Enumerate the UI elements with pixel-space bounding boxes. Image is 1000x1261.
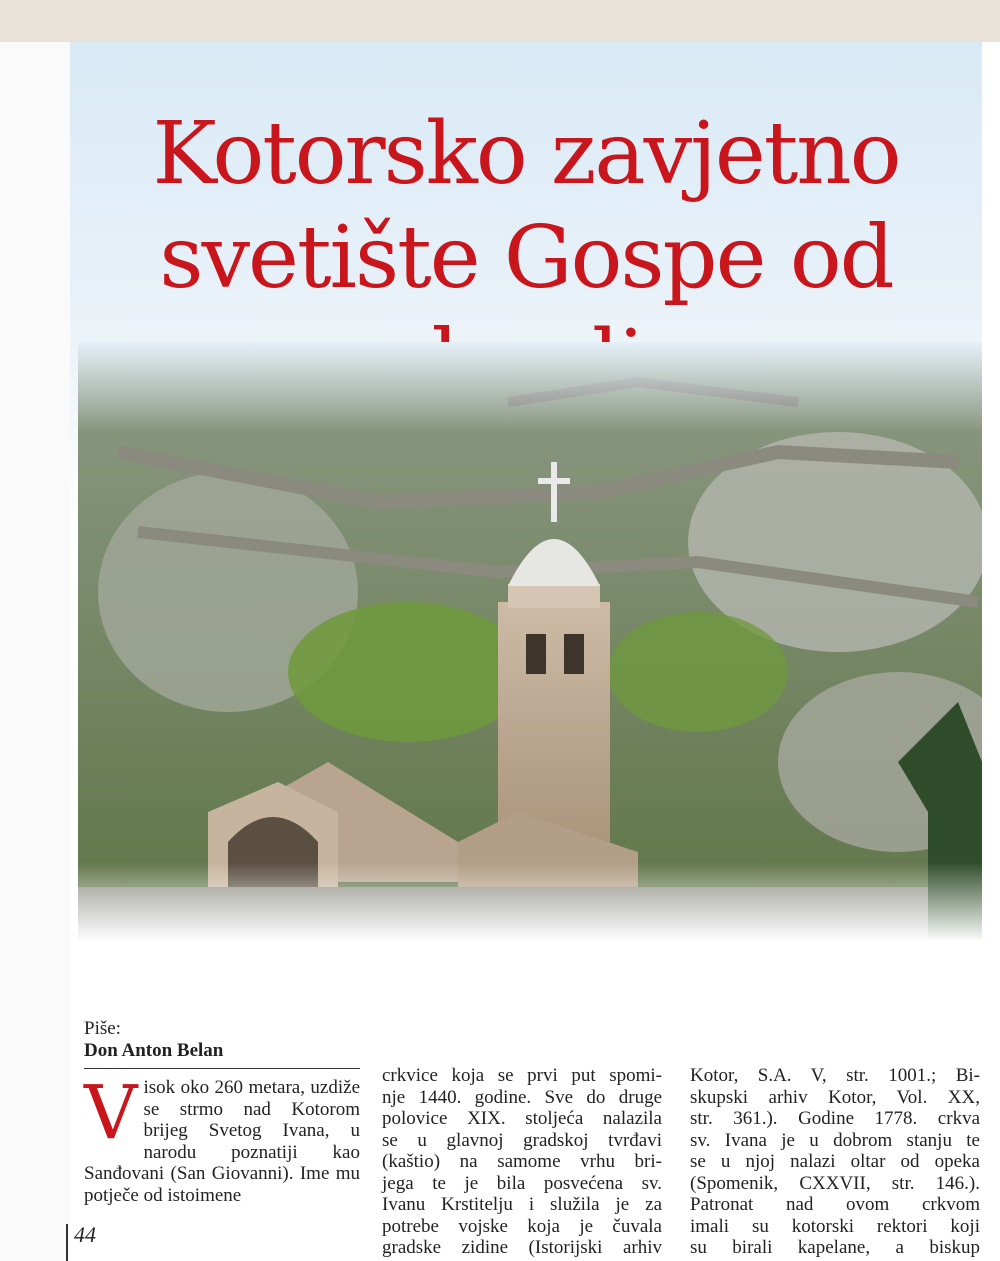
text-line: crkvice koja se prvi put spomi- [382, 1065, 662, 1086]
tower-drum [508, 584, 600, 608]
text-line: Ivanu Krstitelju i služila je za [382, 1194, 662, 1215]
column-3 [690, 1065, 980, 1259]
author-name: Don Anton Belan [84, 1040, 224, 1061]
lead-paragraph [84, 1070, 360, 1206]
church-illustration [78, 342, 982, 942]
grass-patch [288, 602, 528, 742]
text-line: polovice XIX. stoljeća nalazila [382, 1108, 662, 1129]
photo-fade [78, 342, 982, 432]
page-number: 44 [74, 1222, 96, 1247]
magazine-page [70, 42, 982, 1261]
drop-cap: V [84, 1070, 138, 1156]
footer-divider [66, 1224, 68, 1261]
church-photo [78, 342, 982, 942]
text-line: se u njoj nalazi oltar od opeka [690, 1151, 980, 1172]
lead-text: isok oko 260 metara, uzdiže se strmo nad Kotorom brijeg Svetog Ivana, u narodu poznatiji kao Sanđovani (San Giovanni). Ime mu potječe od istoimene [84, 1077, 360, 1206]
text-line: Patronat nad ovom crkvom [690, 1194, 980, 1215]
title-line-2: svetište Gospe od [159, 208, 893, 308]
text-line: gradske zidine (Istorijski arhiv [382, 1237, 662, 1258]
top-strip [0, 0, 1000, 42]
text-line: (Spomenik, CXXVII, str. 146.). [690, 1172, 980, 1194]
text-line: jega te je bila posvećena sv. [382, 1172, 662, 1194]
text-line: sv. Ivana je u dobrom stanju te [690, 1129, 980, 1151]
text-line: se u glavnoj gradskoj tvrđavi [382, 1129, 662, 1151]
left-margin [0, 42, 70, 1261]
text-line: skupski arhiv Kotor, Vol. XX, [690, 1086, 980, 1108]
grass-patch [608, 612, 788, 732]
tower-window [526, 634, 546, 674]
photo-fade [78, 862, 982, 942]
tower-window [564, 634, 584, 674]
text-line: (kaštio) na samome vrhu bri- [382, 1151, 662, 1172]
title-line-1: Kotorsko zavjetno [152, 104, 900, 204]
byline-divider [84, 1068, 360, 1069]
byline-label: Piše: [84, 1018, 121, 1039]
cross-icon [538, 478, 570, 484]
text-line: str. 361.). Godine 1778. crkva [690, 1108, 980, 1129]
text-line: Kotor, S.A. V, str. 1001.; Bi- [690, 1065, 980, 1086]
cross-icon [551, 462, 557, 522]
column-1 [84, 1018, 360, 1206]
text-line: potrebe vojske koja je čuvala [382, 1215, 662, 1237]
text-line: su birali kapelane, a biskup [690, 1237, 980, 1258]
column-2 [382, 1065, 662, 1259]
text-line: nje 1440. godine. Sve do druge [382, 1086, 662, 1108]
text-line: imali su kotorski rektori koji [690, 1215, 980, 1237]
